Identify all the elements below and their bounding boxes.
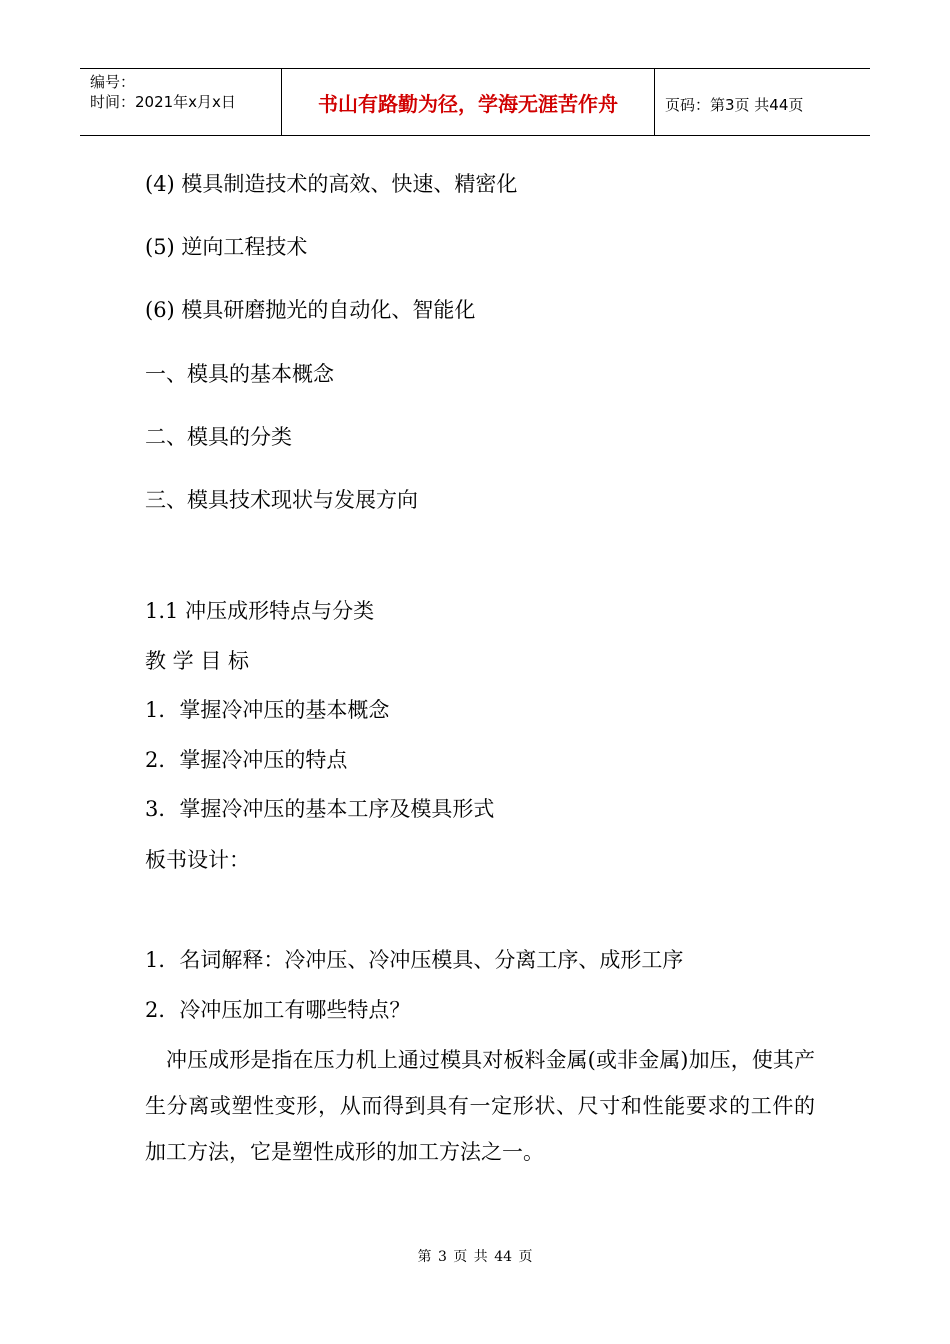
section-heading: 二、模具的分类: [145, 425, 292, 449]
board-item: 1．名词解释：冷冲压、冷冲压模具、分离工序、成形工序: [145, 948, 684, 972]
goal-item: 2．掌握冷冲压的特点: [145, 748, 348, 772]
page-header: [80, 68, 870, 136]
page-footer: 第 3 页 共 44 页: [417, 1249, 533, 1265]
goal-item: 1．掌握冷冲压的基本概念: [145, 698, 390, 722]
body-line: (6) 模具研磨抛光的自动化、智能化: [145, 298, 476, 322]
page-info: 页码：第3页 共44页: [665, 96, 804, 114]
board-item: 2．冷冲压加工有哪些特点？: [145, 998, 411, 1022]
body-line: (5) 逆向工程技术: [145, 235, 308, 259]
code-label: 编号：: [90, 73, 136, 91]
teaching-goals-label: 教 学 目 标: [145, 649, 250, 673]
body-paragraph: 冲压成形是指在压力机上通过模具对板料金属(或非金属)加压，使其产生分离或塑性变形，从而得到具有一定形状、尺寸和性能要求的工件的加工方法，它是塑性成形的加工方法之一。: [145, 1048, 815, 1164]
board-design-label: 板书设计：: [145, 848, 250, 872]
motto: 书山有路勤为径，学海无涯苦作舟: [318, 92, 618, 116]
goal-item: 3．掌握冷冲压的基本工序及模具形式: [145, 797, 495, 821]
section-heading: 三、模具技术现状与发展方向: [145, 488, 418, 512]
subsection-title: 1.1 冲压成形特点与分类: [145, 599, 375, 623]
section-heading: 一、模具的基本概念: [145, 362, 334, 386]
body-line: (4) 模具制造技术的高效、快速、精密化: [145, 172, 518, 196]
header-page-cell: [655, 69, 870, 135]
header-info-cell: [80, 69, 282, 135]
time-line: 时间：2021年x月x日: [90, 93, 236, 111]
header-motto-cell: [282, 69, 655, 135]
